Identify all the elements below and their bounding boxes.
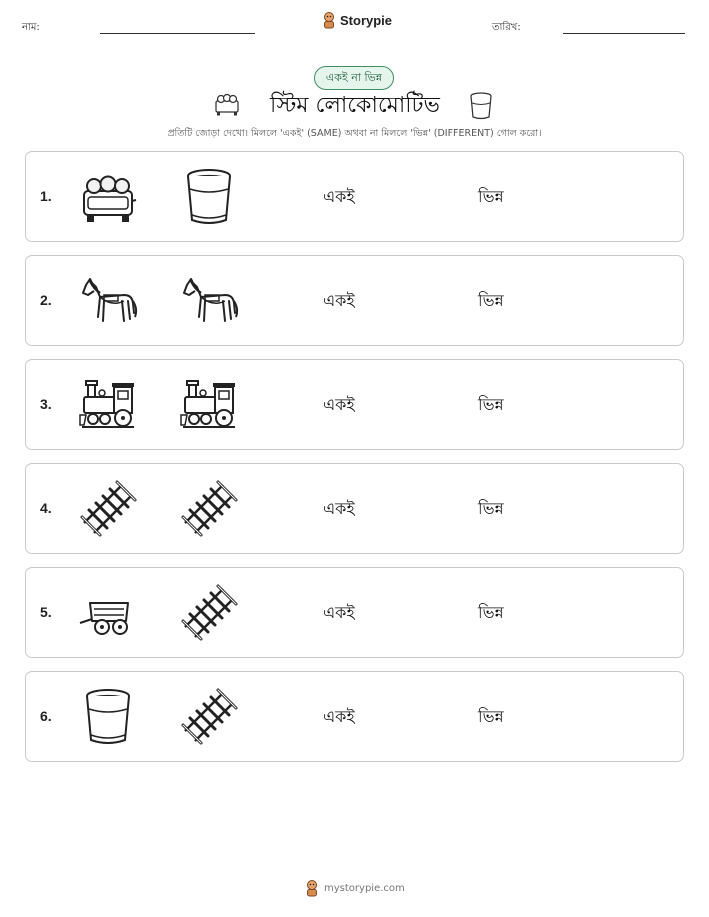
rail-track-icon [179,687,239,747]
different-option[interactable]: ভিন্ন [478,291,504,310]
bucket-icon [78,687,138,747]
horse-icon [78,271,138,331]
rail-track-icon [179,479,239,539]
different-option[interactable]: ভিন্ন [478,707,504,726]
same-option[interactable]: একই [323,395,355,414]
question-number: 1. [40,188,52,204]
footer-site-link[interactable]: mystorypie.com [324,883,405,894]
coal-cart-icon [78,167,138,227]
different-option[interactable]: ভিন্ন [478,603,504,622]
same-option[interactable]: একই [323,499,355,518]
bucket-icon [179,167,239,227]
question-row [25,359,684,450]
page-title: স্টিম লোকোমোটিভ [270,92,440,118]
different-option[interactable]: ভিন্ন [478,187,504,206]
title-coal-cart-icon [212,92,242,118]
question-number: 5. [40,604,52,620]
same-option[interactable]: একই [323,707,355,726]
question-row [25,463,684,554]
wagon-icon [78,583,138,643]
name-line[interactable] [100,33,255,34]
question-number: 4. [40,500,52,516]
question-number: 3. [40,396,52,412]
different-option[interactable]: ভিন্ন [478,499,504,518]
storypie-mascot-icon [305,880,319,897]
instruction-text: প্রতিটি জোড়া দেখো। মিললে 'একই' (SAME) অথবা না মিললে 'ভিন্ন' (DIFFERENT) গোল করো। [167,128,542,139]
horse-icon [179,271,239,331]
storypie-mascot-icon [322,12,336,29]
brand-logo [322,12,392,29]
activity-badge: একই না ভিন্ন [314,66,394,90]
question-number: 6. [40,708,52,724]
question-row [25,151,684,242]
rail-track-icon [179,583,239,643]
same-option[interactable]: একই [323,187,355,206]
locomotive-icon [179,375,239,435]
same-option[interactable]: একই [323,291,355,310]
locomotive-icon [78,375,138,435]
title-bucket-icon [468,91,494,121]
question-row [25,671,684,762]
date-label: তারিখ: [492,22,521,33]
rail-track-icon [78,479,138,539]
same-option[interactable]: একই [323,603,355,622]
footer [305,880,405,897]
different-option[interactable]: ভিন্ন [478,395,504,414]
name-label: নাম: [22,22,40,33]
question-row [25,255,684,346]
date-line[interactable] [563,33,685,34]
question-number: 2. [40,292,52,308]
brand-name: Storypie [340,13,393,28]
question-row [25,567,684,658]
